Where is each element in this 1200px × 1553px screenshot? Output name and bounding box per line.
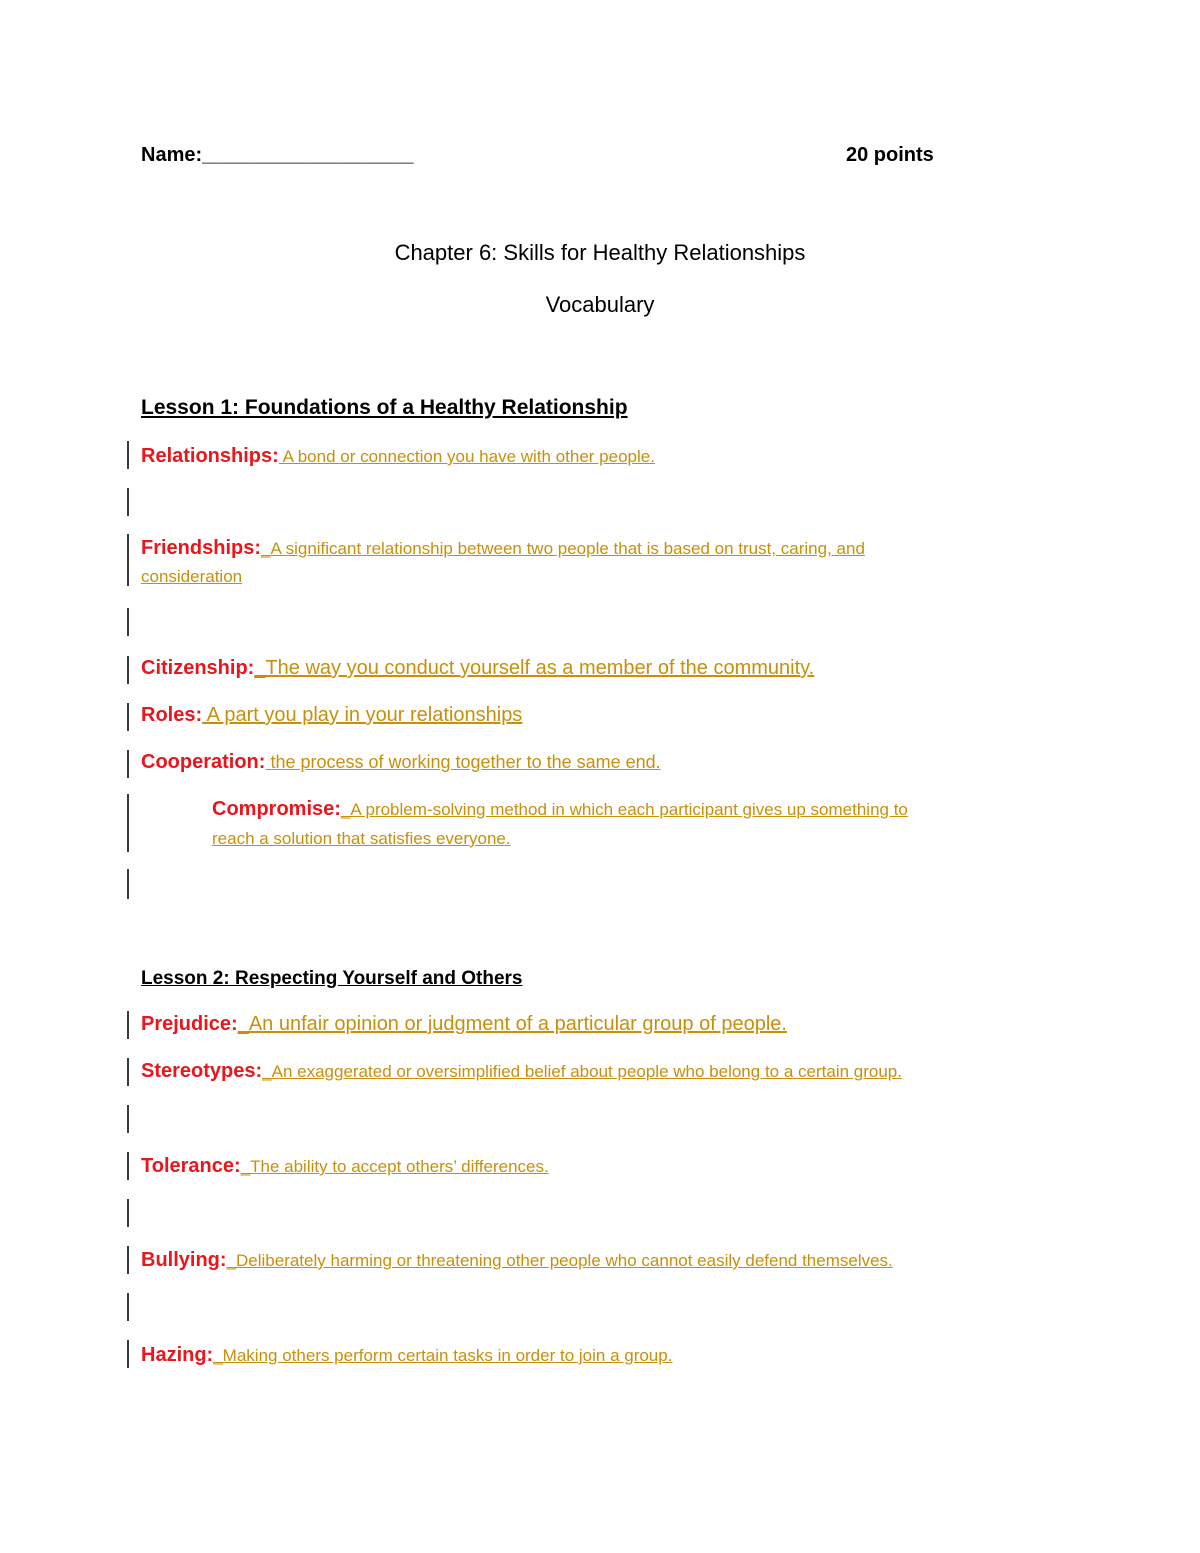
change-bar: [127, 441, 129, 469]
vocab-definition: _The ability to accept others’ differences.: [240, 1157, 549, 1176]
change-bar: [127, 656, 129, 684]
change-bar: [127, 1246, 129, 1274]
vocab-term: Citizenship:: [141, 657, 255, 679]
page-title: Chapter 6: Skills for Healthy Relationships: [394, 240, 806, 265]
vocab-entry-friendships: [141, 537, 865, 560]
change-bar: [127, 1105, 129, 1133]
change-bar: [127, 1058, 129, 1086]
vocab-term: Tolerance:: [141, 1155, 241, 1177]
vocab-entry-roles: [141, 704, 522, 727]
change-bar: [127, 608, 129, 636]
vocab-entry-prejudice: [141, 1013, 787, 1036]
change-bar: [127, 869, 129, 899]
vocab-definition: _Deliberately harming or threatening other people who cannot easily defend themselves.: [226, 1251, 893, 1270]
vocab-entry-stereotypes: [141, 1060, 902, 1083]
name-field-label: Name:___________________: [141, 144, 414, 166]
vocab-definition: A bond or connection you have with other people.: [278, 447, 655, 466]
vocab-definition: _The way you conduct yourself as a member of the community.: [254, 657, 815, 679]
vocab-term: Cooperation:: [141, 751, 266, 773]
change-bar: [127, 1293, 129, 1321]
change-bar: [127, 488, 129, 516]
change-bar: [127, 794, 129, 852]
vocab-term: Bullying:: [141, 1249, 227, 1271]
points-label: 20 points: [846, 144, 934, 166]
vocab-term: Prejudice:: [141, 1013, 238, 1035]
vocab-definition: the process of working together to the same end.: [265, 752, 661, 772]
vocab-term: Roles:: [141, 704, 203, 726]
vocab-entry-bullying: [141, 1249, 893, 1272]
vocab-definition: _An exaggerated or oversimplified belief about people who belong to a certain group.: [262, 1062, 902, 1081]
vocab-term: Hazing:: [141, 1344, 214, 1366]
change-bar: [127, 534, 129, 586]
change-bar: [127, 1340, 129, 1368]
change-bar: [127, 1199, 129, 1227]
change-bar: [127, 1011, 129, 1039]
vocab-definition: A part you play in your relationships: [202, 704, 523, 726]
vocab-entry-hazing: [141, 1344, 672, 1367]
vocab-term: Friendships:: [141, 537, 262, 559]
vocab-definition-continued: consideration: [141, 567, 243, 586]
change-bar: [127, 750, 129, 778]
vocab-definition: _A significant relationship between two people that is based on trust, caring, and: [261, 539, 865, 558]
change-bar: [127, 1152, 129, 1180]
vocab-definition: _A problem-solving method in which each participant gives up something to: [340, 800, 908, 819]
vocab-entry-citizenship: [141, 657, 814, 680]
lesson1-heading: Lesson 1: Foundations of a Healthy Relationship: [141, 396, 628, 419]
vocab-entry-relationships: [141, 445, 655, 468]
vocab-definition: _An unfair opinion or judgment of a particular group of people.: [237, 1013, 787, 1035]
vocab-term: Relationships:: [141, 445, 279, 467]
change-bar: [127, 703, 129, 731]
vocab-entry-compromise: [212, 798, 908, 821]
vocab-definition: _Making others perform certain tasks in order to join a group.: [213, 1346, 673, 1365]
vocab-entry-tolerance: [141, 1155, 549, 1178]
vocab-term: Stereotypes:: [141, 1060, 263, 1082]
page-subtitle: Vocabulary: [545, 292, 655, 317]
vocab-entry-cooperation: [141, 751, 661, 774]
lesson2-heading: Lesson 2: Respecting Yourself and Others: [141, 968, 523, 989]
vocab-term: Compromise:: [212, 798, 341, 820]
vocab-definition-continued: reach a solution that satisfies everyone.: [212, 829, 511, 848]
